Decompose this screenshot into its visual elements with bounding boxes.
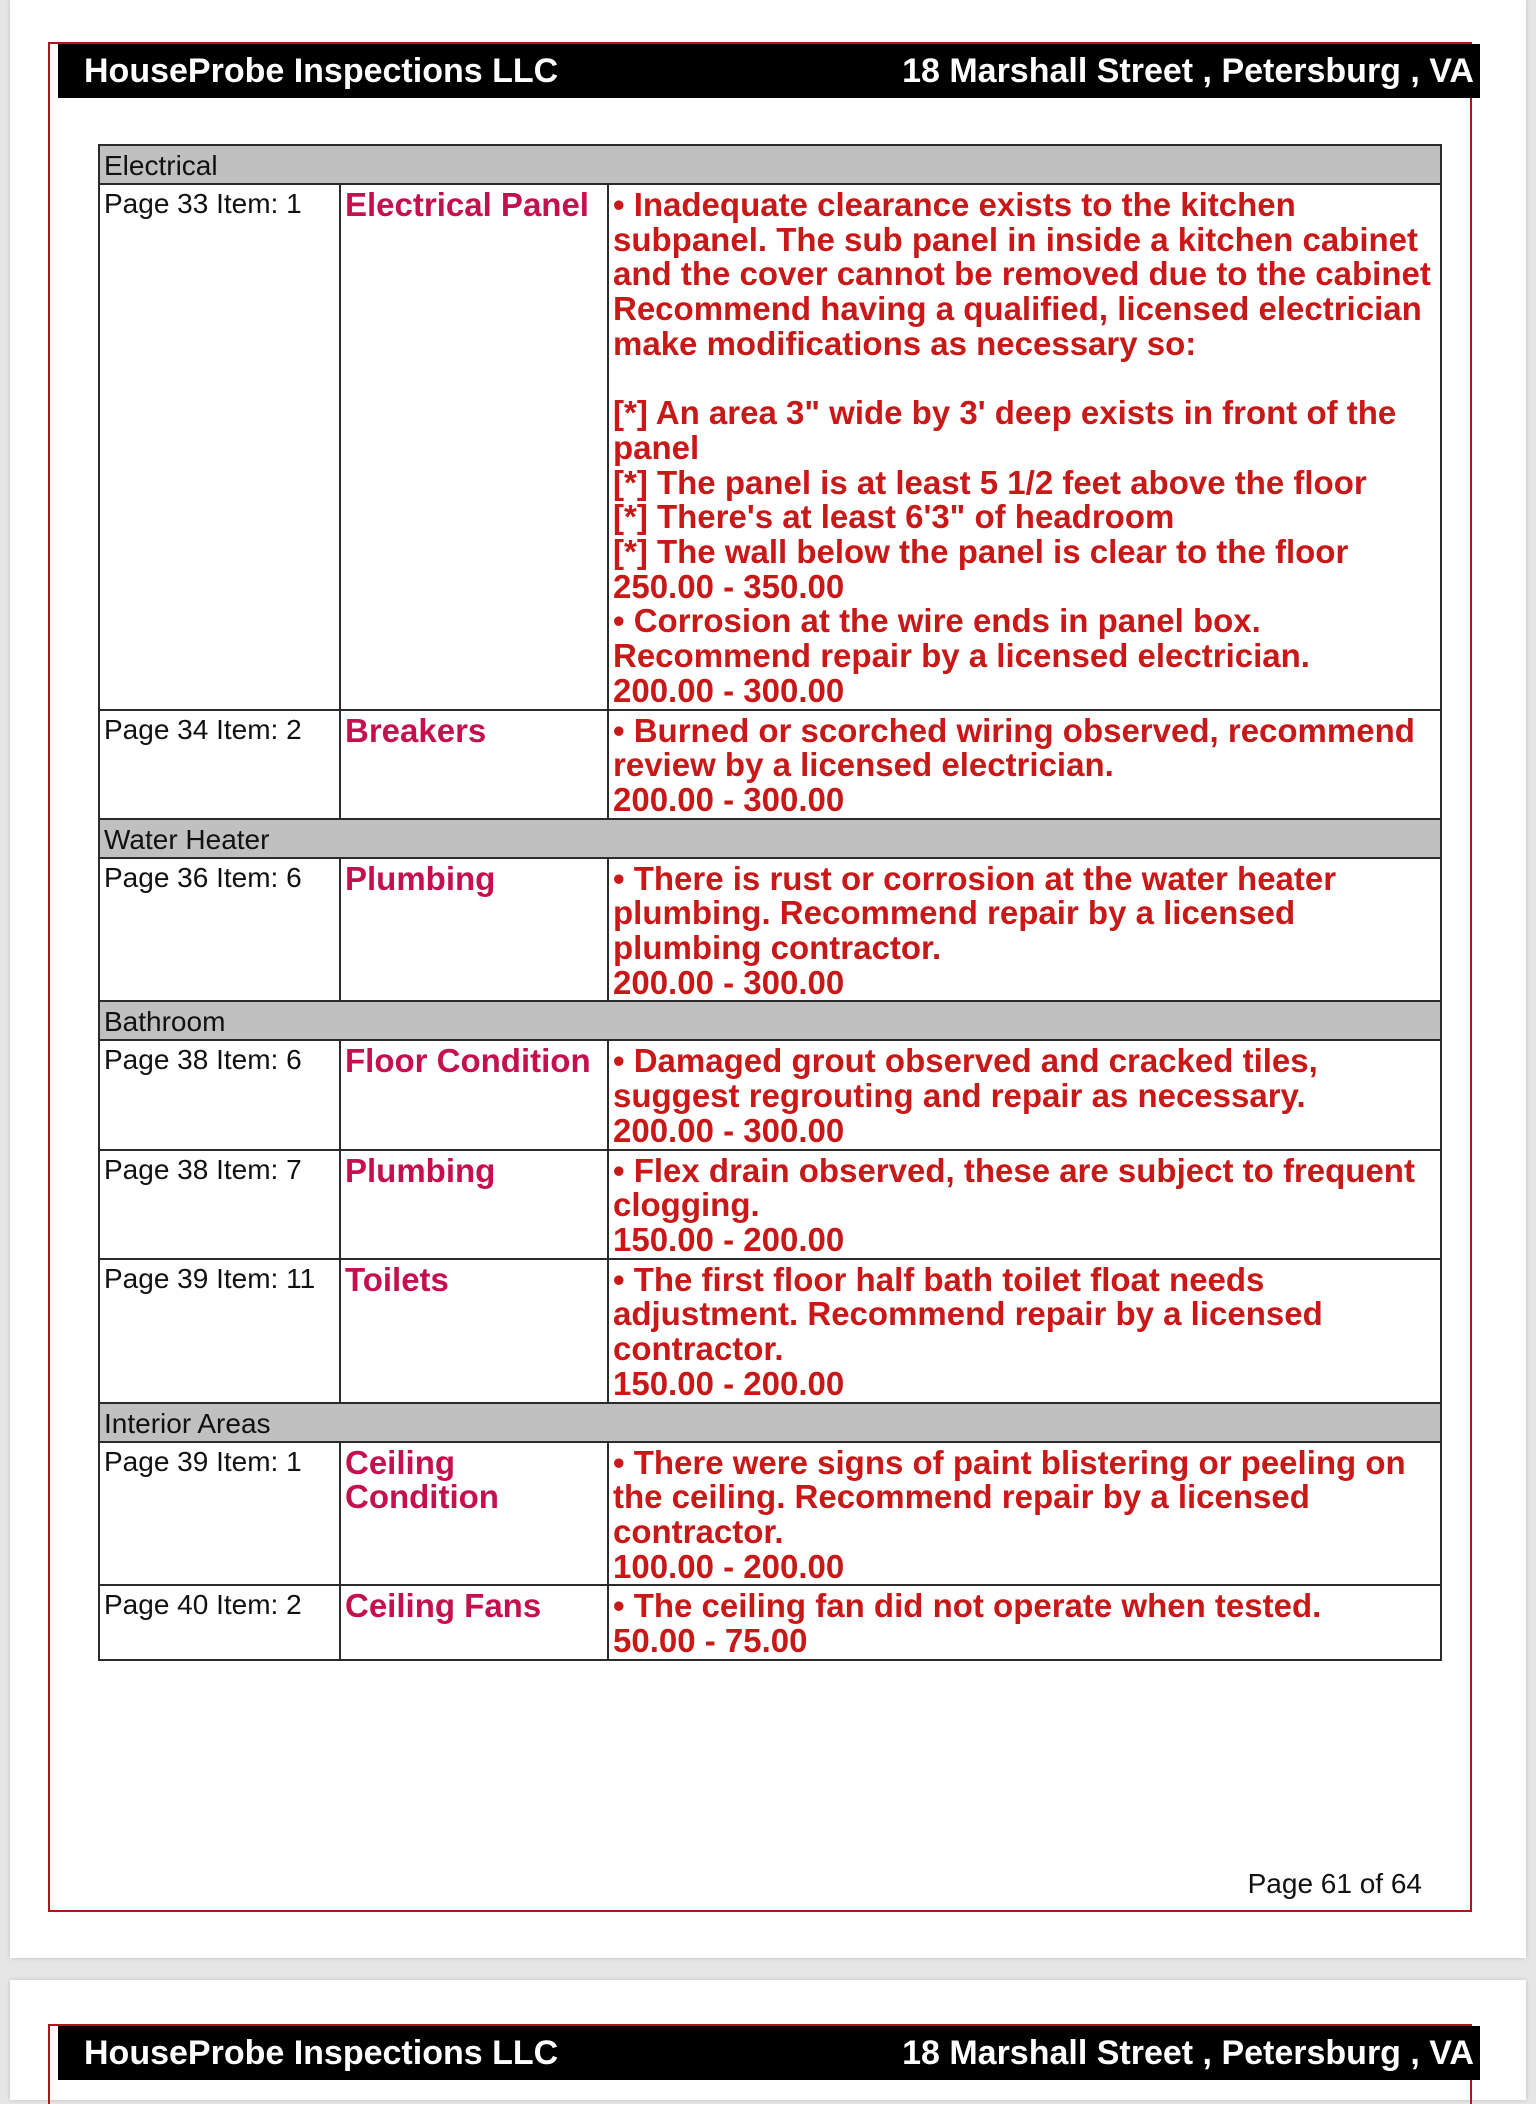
item-reference: Page 38 Item: 7	[99, 1150, 340, 1259]
next-company-name: HouseProbe Inspections LLC	[84, 2033, 559, 2072]
item-reference: Page 38 Item: 6	[99, 1040, 340, 1149]
item-category: Ceiling Condition	[340, 1442, 608, 1586]
item-category: Breakers	[340, 710, 608, 819]
item-category: Toilets	[340, 1259, 608, 1403]
table-row	[99, 1442, 1441, 1586]
section-row	[99, 1001, 1441, 1040]
item-reference: Page 39 Item: 11	[99, 1259, 340, 1403]
section-row	[99, 819, 1441, 858]
section-title: Electrical	[99, 145, 1441, 184]
item-description: • The first floor half bath toilet float needs adjustment. Recommend repair by a licensed contractor. 150.00 - 200.00	[608, 1259, 1441, 1403]
table-row	[99, 1040, 1441, 1149]
section-title: Water Heater	[99, 819, 1441, 858]
item-description: • There is rust or corrosion at the water heater plumbing. Recommend repair by a licensed plumbing contractor. 200.00 - 300.00	[608, 858, 1441, 1002]
item-reference: Page 39 Item: 1	[99, 1442, 340, 1586]
next-property-address: 18 Marshall Street , Petersburg , VA	[902, 2033, 1474, 2072]
section-row	[99, 145, 1441, 184]
property-address: 18 Marshall Street , Petersburg , VA	[902, 51, 1474, 90]
item-reference: Page 34 Item: 2	[99, 710, 340, 819]
table-row	[99, 1585, 1441, 1659]
table-row	[99, 858, 1441, 1002]
item-description: • Damaged grout observed and cracked tiles, suggest regrouting and repair as necessary. 200.00 - 300.00	[608, 1040, 1441, 1149]
item-category: Plumbing	[340, 858, 608, 1002]
table-row	[99, 184, 1441, 710]
summary-table	[98, 144, 1442, 1661]
next-page-header	[58, 2026, 1480, 2080]
item-reference: Page 40 Item: 2	[99, 1585, 340, 1659]
table-row	[99, 1259, 1441, 1403]
item-reference: Page 36 Item: 6	[99, 858, 340, 1002]
item-description: • Flex drain observed, these are subject to frequent clogging. 150.00 - 200.00	[608, 1150, 1441, 1259]
table-row	[99, 1150, 1441, 1259]
page-header	[58, 44, 1480, 98]
item-category: Ceiling Fans	[340, 1585, 608, 1659]
item-category: Electrical Panel	[340, 184, 608, 710]
item-category: Plumbing	[340, 1150, 608, 1259]
page-number: Page 61 of 64	[1247, 1868, 1422, 1899]
section-title: Interior Areas	[99, 1403, 1441, 1442]
item-description: • The ceiling fan did not operate when tested. 50.00 - 75.00	[608, 1585, 1441, 1659]
company-name: HouseProbe Inspections LLC	[84, 51, 559, 90]
item-reference: Page 33 Item: 1	[99, 184, 340, 710]
section-title: Bathroom	[99, 1001, 1441, 1040]
item-description: • There were signs of paint blistering or peeling on the ceiling. Recommend repair by a licensed contractor. 100.00 - 200.00	[608, 1442, 1441, 1586]
table-row	[99, 710, 1441, 819]
item-category: Floor Condition	[340, 1040, 608, 1149]
section-row	[99, 1403, 1441, 1442]
item-description: • Burned or scorched wiring observed, recommend review by a licensed electrician. 200.00 - 300.00	[608, 710, 1441, 819]
item-description: • Inadequate clearance exists to the kitchen subpanel. The sub panel in inside a kitchen cabinet and the cover cannot be removed due to the cabinet Recommend having a qualified, licensed electrician make modifications as necessary so: [*] An area 3" wide by 3' deep exists in front of the panel [*] The panel is at least 5 1/2 feet above the floor [*] There's at least 6'3" of headroom [*] The wall below the panel is clear to the floor 250.00 - 350.00 • Corrosion at the wire ends in panel box. Recommend repair by a licensed electrician. 200.00 - 300.00	[608, 184, 1441, 710]
